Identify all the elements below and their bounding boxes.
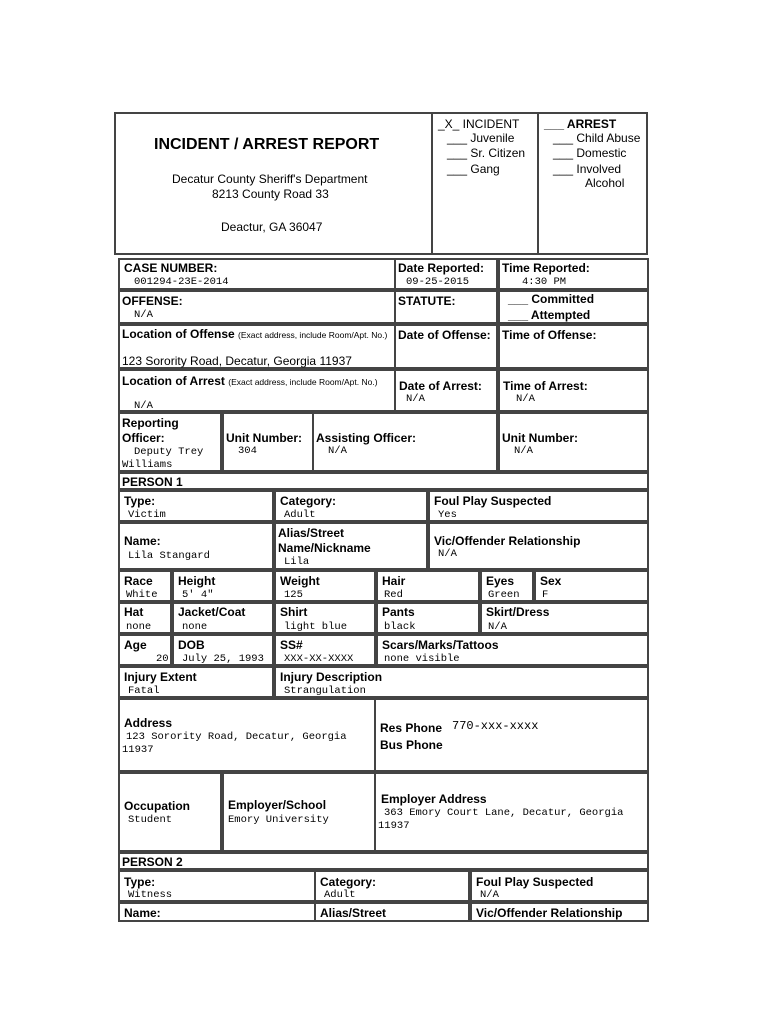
date-reported-cell[interactable] <box>394 258 498 290</box>
time-offense-label: Time of Offense: <box>502 328 597 342</box>
offense-value: N/A <box>134 309 153 321</box>
case-number-value: 001294-23E-2014 <box>134 276 229 288</box>
time-arrest-label: Time of Arrest: <box>503 379 588 393</box>
p1-shirt-cell[interactable] <box>274 602 376 634</box>
location-arrest-note: (Exact address, include Room/Apt. No.) <box>228 377 378 387</box>
p1-ssn-cell[interactable] <box>274 634 376 666</box>
p1-age-label: Age <box>124 638 147 652</box>
date-arrest-label: Date of Arrest: <box>399 379 482 393</box>
p2-foul-label: Foul Play Suspected <box>476 875 594 889</box>
p1-weight-value: 125 <box>284 589 303 601</box>
child-abuse-option[interactable]: ___ Child Abuse <box>553 131 641 145</box>
p1-age-value: 20 <box>156 653 169 665</box>
p1-skirt-value: N/A <box>488 621 507 633</box>
p1-scars-label: Scars/Marks/Tattoos <box>382 638 499 652</box>
date-arrest-value: N/A <box>406 393 425 405</box>
reporting-officer-label-1: Reporting <box>122 416 179 430</box>
involved-option[interactable]: ___ Involved <box>553 162 622 176</box>
location-offense-label <box>122 327 392 342</box>
time-arrest-value: N/A <box>516 393 535 405</box>
p1-injury-desc-value: Strangulation <box>284 685 366 697</box>
unit-number-value: 304 <box>238 445 257 457</box>
person2-heading-bar <box>118 852 649 870</box>
date-arrest-cell[interactable] <box>394 369 498 412</box>
p1-hair-cell[interactable] <box>376 570 480 602</box>
time-reported-label: Time Reported: <box>502 261 590 275</box>
case-number-cell[interactable] <box>118 258 396 290</box>
assisting-officer-cell[interactable] <box>312 412 498 472</box>
p1-bus-phone-label: Bus Phone <box>380 738 443 752</box>
date-offense-cell[interactable] <box>394 324 498 369</box>
p2-alias-label: Alias/Street <box>320 906 387 920</box>
time-arrest-cell[interactable] <box>498 369 649 412</box>
assisting-officer-value: N/A <box>328 445 347 457</box>
p1-alias-label-1: Alias/Street <box>278 526 345 540</box>
incident-type-box <box>431 112 539 255</box>
p1-height-cell[interactable] <box>172 570 274 602</box>
p1-dob-cell[interactable] <box>172 634 274 666</box>
reporting-officer-value-2: Williams <box>122 459 173 471</box>
person2-heading: PERSON 2 <box>122 855 183 869</box>
incident-checkbox-label[interactable]: _X_ INCIDENT <box>438 117 520 131</box>
p1-employer-address-cell[interactable] <box>374 772 649 852</box>
p1-foul-cell[interactable] <box>428 490 649 522</box>
p1-type-label: Type: <box>124 494 156 508</box>
p1-injury-desc-cell[interactable] <box>274 666 649 698</box>
p1-occupation-label: Occupation <box>124 799 191 813</box>
location-arrest-label <box>122 374 392 389</box>
p2-name-cell[interactable] <box>118 902 316 922</box>
domestic-option[interactable]: ___ Domestic <box>553 146 627 160</box>
p1-injury-extent-label: Injury Extent <box>124 670 197 684</box>
alcohol-option[interactable]: Alcohol <box>585 176 625 190</box>
juvenile-option[interactable]: ___ Juvenile <box>447 131 515 145</box>
person1-heading: PERSON 1 <box>122 475 183 489</box>
attempted-option[interactable]: ___ Attempted <box>508 308 591 322</box>
p1-race-value: White <box>126 589 158 601</box>
unit-number-cell[interactable] <box>222 412 314 472</box>
p2-type-label: Type: <box>124 875 156 889</box>
p1-category-value: Adult <box>284 509 316 521</box>
p1-hair-value: Red <box>384 589 403 601</box>
p1-eyes-cell[interactable] <box>480 570 534 602</box>
p1-alias-label-2: Name/Nickname <box>278 541 371 555</box>
date-reported-label: Date Reported: <box>398 261 485 275</box>
p1-injury-desc-label: Injury Description <box>280 670 383 684</box>
assisting-officer-label: Assisting Officer: <box>316 431 417 445</box>
p1-address-label: Address <box>124 716 173 730</box>
p1-weight-cell[interactable] <box>274 570 376 602</box>
reporting-officer-cell[interactable] <box>118 412 222 472</box>
reporting-officer-value-1: Deputy Trey <box>134 446 204 458</box>
location-arrest-cell[interactable] <box>118 369 396 412</box>
statute-cell[interactable] <box>394 290 498 324</box>
location-arrest-title: Location of Arrest <box>122 374 225 388</box>
p1-alias-cell[interactable] <box>274 522 428 570</box>
p1-jacket-label: Jacket/Coat <box>178 605 246 619</box>
p1-occupation-value: Student <box>128 814 173 826</box>
p1-ssn-value: XXX-XX-XXXX <box>284 653 354 665</box>
p1-eyes-value: Green <box>488 589 520 601</box>
time-offense-cell[interactable] <box>498 324 649 369</box>
report-title: INCIDENT / ARREST REPORT <box>154 136 380 153</box>
p1-name-cell[interactable] <box>118 522 274 570</box>
p2-category-value: Adult <box>324 889 356 901</box>
p1-phone-cell[interactable] <box>374 698 649 772</box>
location-offense-cell[interactable] <box>118 324 396 369</box>
p1-foul-value: Yes <box>438 509 457 521</box>
p1-height-value: 5' 4" <box>182 589 214 601</box>
location-offense-title: Location of Offense <box>122 327 235 341</box>
p2-category-cell[interactable] <box>314 870 470 902</box>
location-offense-note: (Exact address, include Room/Apt. No.) <box>238 330 388 340</box>
p1-hat-cell[interactable] <box>118 602 172 634</box>
reporting-officer-label-2: Officer: <box>122 431 165 445</box>
p1-address-value-2: 11937 <box>122 744 154 756</box>
p1-employer-address-label: Employer Address <box>381 792 487 806</box>
p1-race-label: Race <box>124 574 153 588</box>
p1-employer-address-value-1: 363 Emory Court Lane, Decatur, Georgia <box>384 807 624 819</box>
p1-res-phone-value: 770-xxx-xxxx <box>452 719 539 733</box>
dept-street: 8213 County Road 33 <box>212 187 329 201</box>
p1-pants-cell[interactable] <box>376 602 480 634</box>
unit-number-2-cell[interactable] <box>498 412 649 472</box>
p2-vic-rel-label: Vic/Offender Relationship <box>476 906 623 920</box>
p1-shirt-label: Shirt <box>280 605 308 619</box>
arrest-type-box <box>537 112 648 255</box>
p1-address-value-1: 123 Sorority Road, Decatur, Georgia <box>126 731 347 743</box>
p2-type-cell[interactable] <box>118 870 316 902</box>
p1-eyes-label: Eyes <box>486 574 515 588</box>
p1-category-cell[interactable] <box>274 490 428 522</box>
unit-number-2-value: N/A <box>514 445 533 457</box>
location-offense-value: 123 Sorority Road, Decatur, Georgia 11937 <box>122 354 352 368</box>
p1-jacket-value: none <box>182 621 208 633</box>
p1-ssn-label: SS# <box>280 638 303 652</box>
p1-injury-extent-value: Fatal <box>128 685 160 697</box>
p1-employer-address-value-2: 11937 <box>378 820 410 832</box>
offense-label: OFFENSE: <box>122 294 183 308</box>
p1-category-label: Category: <box>280 494 337 508</box>
p1-injury-extent-cell[interactable] <box>118 666 274 698</box>
dept-city: Deactur, GA 36047 <box>221 220 323 234</box>
p1-vic-rel-value: N/A <box>438 548 457 560</box>
p1-employer-value: Emory University <box>228 814 329 826</box>
p1-employer-label: Employer/School <box>228 798 327 812</box>
p1-weight-label: Weight <box>280 574 320 588</box>
p1-hair-label: Hair <box>382 574 406 588</box>
p1-pants-label: Pants <box>382 605 415 619</box>
p1-name-value: Lila Stangard <box>128 550 210 562</box>
committed-option[interactable]: ___ Committed <box>508 292 595 306</box>
p1-vic-rel-cell[interactable] <box>428 522 649 570</box>
p1-dob-label: DOB <box>178 638 205 652</box>
p2-foul-cell[interactable] <box>470 870 649 902</box>
arrest-checkbox-label[interactable]: ___ ARREST <box>544 117 617 131</box>
time-reported-value: 4:30 PM <box>522 276 567 288</box>
p1-skirt-cell[interactable] <box>480 602 649 634</box>
date-reported-value: 09-25-2015 <box>406 276 470 288</box>
p1-jacket-cell[interactable] <box>172 602 274 634</box>
committed-attempted-cell <box>498 290 649 324</box>
statute-label: STATUTE: <box>398 294 456 308</box>
gang-option[interactable]: ___ Gang <box>447 162 500 176</box>
p1-hat-value: none <box>126 621 152 633</box>
p1-pants-value: black <box>384 621 416 633</box>
p1-foul-label: Foul Play Suspected <box>434 494 552 508</box>
p2-name-label: Name: <box>124 906 161 920</box>
p1-sex-cell[interactable] <box>534 570 649 602</box>
p1-shirt-value: light blue <box>284 621 348 633</box>
date-offense-label: Date of Offense: <box>398 328 491 342</box>
p1-address-cell[interactable] <box>118 698 376 772</box>
p1-employer-cell[interactable] <box>222 772 376 852</box>
p1-alias-value: Lila <box>284 556 310 568</box>
p1-age-cell[interactable] <box>118 634 172 666</box>
p1-hat-label: Hat <box>124 605 144 619</box>
p1-dob-value: July 25, 1993 <box>182 653 264 665</box>
p2-category-label: Category: <box>320 875 377 889</box>
location-arrest-value: N/A <box>134 400 153 412</box>
report-title-box <box>114 112 433 255</box>
p2-foul-value: N/A <box>480 889 499 901</box>
p1-type-value: Victim <box>128 509 166 521</box>
p1-scars-value: none visible <box>384 653 460 665</box>
p2-vic-rel-cell[interactable] <box>470 902 649 922</box>
dept-name: Decatur County Sheriff's Department <box>172 172 368 186</box>
p1-race-cell[interactable] <box>118 570 172 602</box>
p1-vic-rel-label: Vic/Offender Relationship <box>434 534 581 548</box>
p1-type-cell[interactable] <box>118 490 274 522</box>
offense-cell[interactable] <box>118 290 396 324</box>
p1-occupation-cell[interactable] <box>118 772 222 852</box>
p1-skirt-label: Skirt/Dress <box>486 605 550 619</box>
p1-name-label: Name: <box>124 534 161 548</box>
p1-sex-value: F <box>542 589 549 601</box>
p2-alias-cell[interactable] <box>314 902 470 922</box>
unit-number-label: Unit Number: <box>226 431 302 445</box>
sr-citizen-option[interactable]: ___ Sr. Citizen <box>447 146 526 160</box>
case-number-label: CASE NUMBER: <box>124 261 218 275</box>
p1-height-label: Height <box>178 574 216 588</box>
person1-heading-bar <box>118 472 649 490</box>
p1-res-phone-label: Res Phone <box>380 721 443 735</box>
p1-sex-label: Sex <box>540 574 562 588</box>
time-reported-cell[interactable] <box>498 258 649 290</box>
p1-scars-cell[interactable] <box>376 634 649 666</box>
p2-type-value: Witness <box>128 889 173 901</box>
unit-number-2-label: Unit Number: <box>502 431 578 445</box>
